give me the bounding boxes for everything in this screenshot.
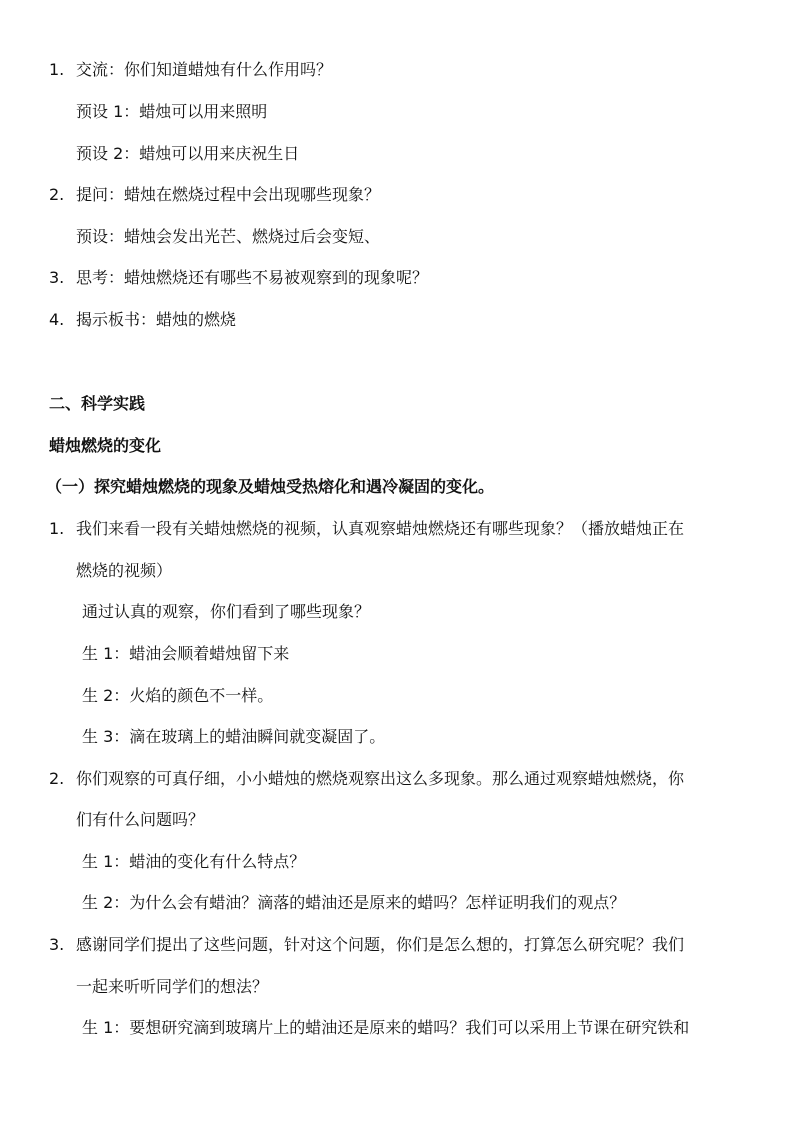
- list-item-text: 我们来看一段有关蜡烛燃烧的视频，认真观察蜡烛燃烧还有哪些现象？（播放蜡烛正在: [76, 519, 685, 538]
- section-subtitle: 蜡烛燃烧的变化: [49, 436, 162, 455]
- sub-heading: （一）探究蜡烛燃烧的现象及蜡烛受热熔化和遇冷凝固的变化。: [46, 477, 495, 496]
- list-item-text-continued: 燃烧的视频）: [76, 561, 173, 580]
- list-item-text: 提问：蜡烛在燃烧过程中会出现哪些现象？: [76, 185, 381, 204]
- list-item-text: 揭示板书：蜡烛的燃烧: [76, 310, 237, 329]
- teacher-question: 通过认真的观察，你们看到了哪些现象？: [82, 602, 371, 621]
- preset-answer: 预设 2：蜡烛可以用来庆祝生日: [76, 144, 300, 163]
- list-number: 3.: [49, 268, 65, 287]
- list-number: 1.: [49, 60, 65, 79]
- list-item-text-continued: 一起来听听同学们的想法？: [76, 977, 269, 996]
- student-answer: 生 1：蜡油会顺着蜡烛留下来: [82, 644, 290, 663]
- list-item-text-continued: 们有什么问题吗？: [76, 810, 205, 829]
- section-title: 二、科学实践: [49, 394, 146, 413]
- list-item-text: 交流：你们知道蜡烛有什么作用吗？: [76, 60, 333, 79]
- list-item-text: 感谢同学们提出了这些问题，针对这个问题，你们是怎么想的，打算怎么研究呢？我们: [76, 935, 685, 954]
- preset-answer: 预设 1：蜡烛可以用来照明: [76, 102, 268, 121]
- list-number: 2.: [49, 769, 65, 788]
- list-number: 4.: [49, 310, 65, 329]
- preset-answer: 预设：蜡烛会发出光芒、燃烧过后会变短、: [76, 227, 381, 246]
- student-answer: 生 3：滴在玻璃上的蜡油瞬间就变凝固了。: [82, 727, 386, 746]
- list-item-text: 思考：蜡烛燃烧还有哪些不易被观察到的现象呢？: [76, 268, 429, 287]
- list-number: 3.: [49, 935, 65, 954]
- student-answer: 生 1：要想研究滴到玻璃片上的蜡油还是原来的蜡吗？我们可以采用上节课在研究铁和: [82, 1018, 690, 1037]
- list-number: 2.: [49, 185, 65, 204]
- student-answer: 生 1：蜡油的变化有什么特点？: [82, 852, 306, 871]
- list-number: 1.: [49, 519, 65, 538]
- student-answer: 生 2：为什么会有蜡油？滴落的蜡油还是原来的蜡吗？怎样证明我们的观点？: [82, 893, 626, 912]
- list-item-text: 你们观察的可真仔细，小小蜡烛的燃烧观察出这么多现象。那么通过观察蜡烛燃烧，你: [76, 769, 685, 788]
- student-answer: 生 2：火焰的颜色不一样。: [82, 686, 274, 705]
